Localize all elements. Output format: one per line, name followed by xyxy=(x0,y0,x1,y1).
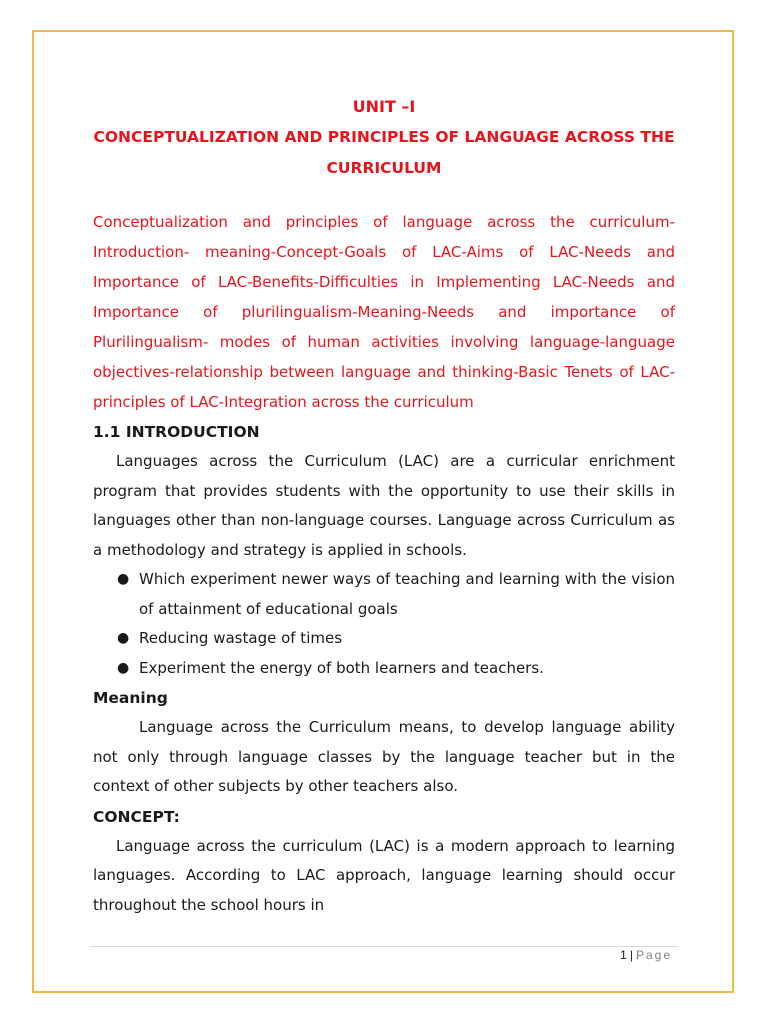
list-item-text: Reducing wastage of times xyxy=(139,629,343,647)
list-item-text: Experiment the energy of both learners and teachers. xyxy=(139,658,544,677)
bullet-icon: ● xyxy=(117,571,130,587)
introduction-heading: 1.1 INTRODUCTION xyxy=(93,423,260,441)
unit-title: CONCEPTUALIZATION AND PRINCIPLES OF LANGUAGE ACROSS THE CURRICULUM xyxy=(93,128,675,177)
concept-paragraph: Language across the curriculum (LAC) is a modern approach to learning languages. According to LAC approach, language learning should occur throughout the school hours in xyxy=(93,836,675,914)
concept-heading: CONCEPT: xyxy=(93,807,180,826)
page-content xyxy=(93,92,675,920)
meaning-heading: Meaning xyxy=(93,689,168,707)
introduction-paragraph: Languages across the Curriculum (LAC) are a curricular enrichment program that provides students with the opportunity to use their skills in languages other than non-language courses. Language across Curriculum as a methodology and strategy is applied in schools. xyxy=(93,452,675,559)
unit-heading: UNIT –I xyxy=(352,97,416,116)
bullet-icon: ● xyxy=(117,630,130,646)
page-label: Page xyxy=(635,948,672,962)
unit-summary: Conceptualization and principles of language across the curriculum-Introduction- meaning-Concept-Goals of LAC-Aims of LAC-Needs and Importance of LAC-Benefits-Difficulties in Implementing LAC-Needs and Importance of plurilingualism-Meaning-Needs and importance of Plurilingualism- modes of human activities involving language-language objectives-relationship between language and thinking-Basic Tenets of LAC-principles of LAC-Integration across the curriculum xyxy=(93,213,675,411)
page-number: 1 xyxy=(620,948,627,962)
list-item xyxy=(117,624,675,654)
footer-separator: | xyxy=(629,948,633,962)
bullet-icon: ● xyxy=(117,659,130,676)
footer-divider xyxy=(90,946,678,947)
list-item xyxy=(117,565,675,624)
meaning-paragraph: Language across the Curriculum means, to develop language ability not only through language classes by the language teacher but in the context of other subjects by other teachers also. xyxy=(93,718,675,795)
list-item-text: Which experiment newer ways of teaching and learning with the vision of attainment of educational goals xyxy=(139,570,675,618)
introduction-bullet-list xyxy=(93,565,675,683)
page-footer xyxy=(620,948,672,962)
list-item xyxy=(117,654,675,684)
